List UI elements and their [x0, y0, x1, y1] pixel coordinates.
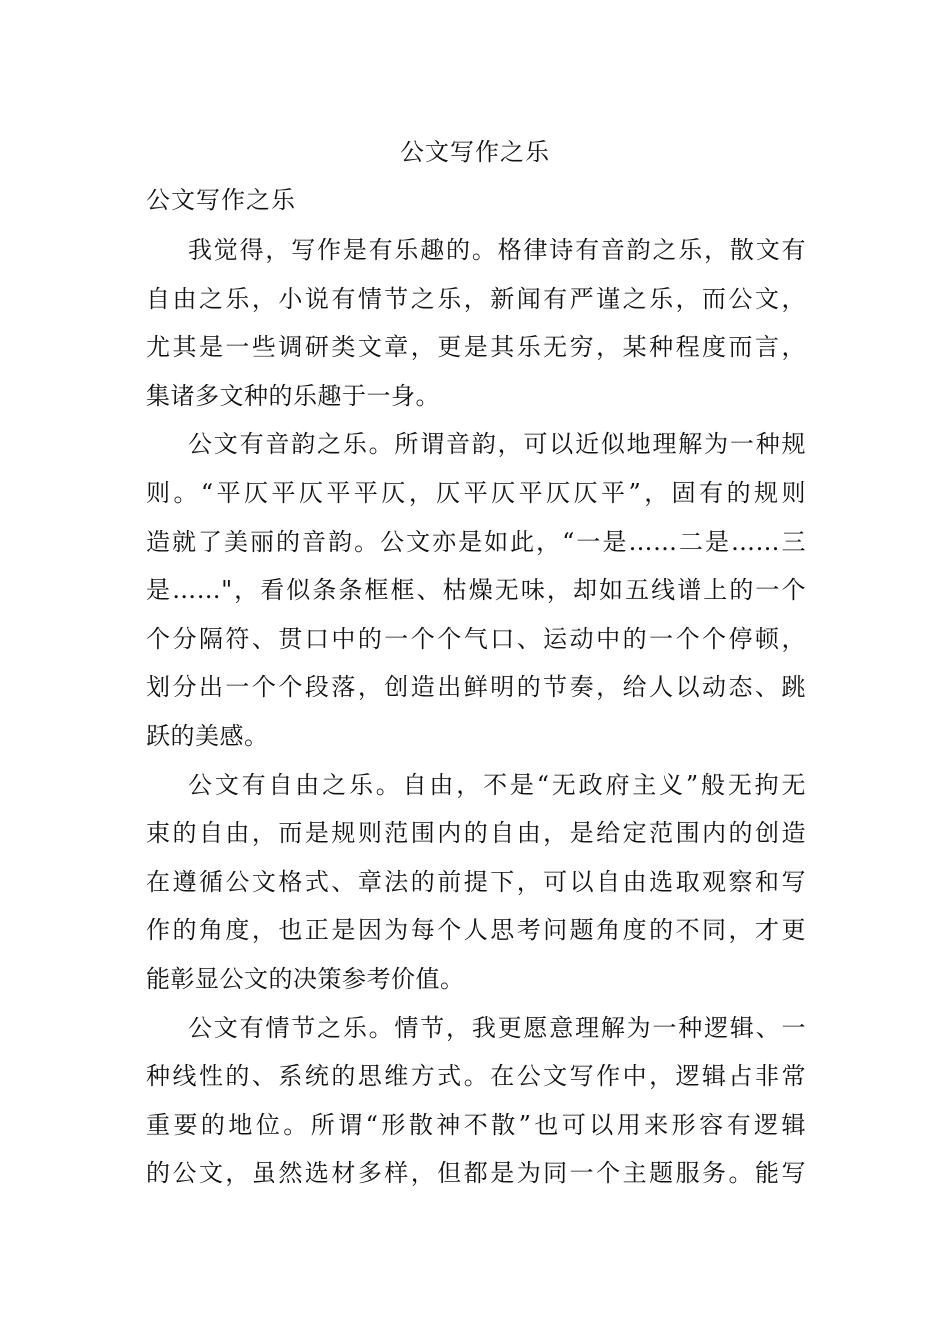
- paragraph: [146, 420, 806, 760]
- text-line: 的公文，虽然选材多样，但都是为同一个主题服务。能写: [146, 1159, 806, 1188]
- text-line: 尤其是一些调研类文章，更是其乐无穷，某种程度而言，: [146, 333, 806, 362]
- text-line: 公文有情节之乐。情节，我更愿意理解为一种逻辑、一: [188, 1013, 806, 1042]
- text-line: 自由之乐，小说有情节之乐，新闻有严谨之乐，而公文，: [146, 284, 806, 313]
- text-line: 作的角度，也正是因为每个人思考问题角度的不同，才更: [146, 916, 806, 945]
- text-line: 束的自由，而是规则范围内的自由，是给定范围内的创造: [146, 819, 806, 848]
- text-line: 是……"，看似条条框框、枯燥无味，却如五线谱上的一个: [146, 576, 806, 605]
- text-line: 造就了美丽的音韵。公文亦是如此，“一是……二是……三: [146, 527, 806, 556]
- text-line: 集诸多文种的乐趣于一身。: [146, 381, 440, 410]
- text-line: 能彰显公文的决策参考价值。: [146, 964, 465, 993]
- text-line: 则。“平仄平仄平平仄，仄平仄平仄仄平”，固有的规则: [146, 478, 806, 507]
- text-line: 公文有自由之乐。自由，不是“无政府主义”般无拘无: [188, 770, 806, 799]
- text-line: 重要的地位。所谓“形散神不散”也可以用来形容有逻辑: [146, 1110, 806, 1139]
- text-line: 在遵循公文格式、章法的前提下，可以自由选取观察和写: [146, 867, 806, 896]
- text-line: 公文有音韵之乐。所谓音韵，可以近似地理解为一种规: [188, 430, 806, 459]
- document-body: [146, 226, 806, 1198]
- paragraph: [146, 226, 806, 420]
- document-title: 公文写作之乐: [400, 138, 550, 166]
- text-line: 种线性的、系统的思维方式。在公文写作中，逻辑占非常: [146, 1062, 806, 1091]
- document-subheading: 公文写作之乐: [146, 186, 296, 214]
- text-line: 划分出一个个段落，创造出鲜明的节奏，给人以动态、跳: [146, 673, 806, 702]
- text-line: 我觉得，写作是有乐趣的。格律诗有音韵之乐，散文有: [188, 236, 806, 264]
- text-line: 个分隔符、贯口中的一个个气口、运动中的一个个停顿，: [146, 624, 806, 653]
- paragraph: [146, 1004, 806, 1198]
- text-line: 跃的美感。: [146, 721, 269, 750]
- paragraph: [146, 761, 806, 1004]
